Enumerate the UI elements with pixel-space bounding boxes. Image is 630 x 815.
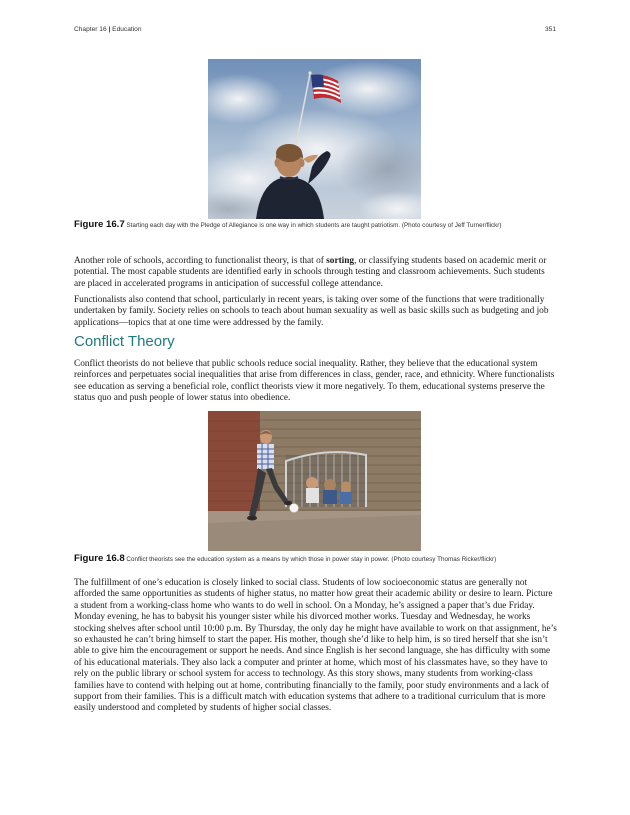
figure-16-7-photo <box>208 59 421 219</box>
header-separator: | <box>108 26 111 33</box>
page-header <box>74 26 556 38</box>
section-heading: Conflict Theory <box>74 333 175 350</box>
figure-16-8-photo <box>208 411 421 551</box>
figure-label: Figure 16.8 <box>74 553 125 564</box>
figure-label: Figure 16.7 <box>74 219 125 230</box>
page-number: 351 <box>544 26 556 33</box>
key-term-sorting: sorting <box>326 256 355 266</box>
goal-cage <box>286 452 366 507</box>
figure-16-7-caption <box>74 220 556 230</box>
running-head <box>74 26 142 33</box>
paragraph-text: Another role of schools, according to functionalist theory, is that of <box>74 256 327 266</box>
paragraph-conflict-theorists: Conflict theorists do not believe that public schools reduce social inequality. Rather, they believe that the educational system reinforces and perpetuates social inequalities that arise from differences in class, gender, race, and ethnicity. Where functionalists see education as serving a beneficial role, conflict theorists view it more negatively. To them, educational systems preserve the status quo and push people of lower status into obedience. <box>74 359 555 404</box>
chapter-label: Chapter 16 <box>74 26 107 33</box>
flag-salute-illustration <box>208 59 421 219</box>
paragraph-sorting <box>74 256 557 290</box>
paragraph-functionalists: Functionalists also contend that school, particularly in recent years, is taking over some of the functions that were traditionally undertaken by family. Society relies on schools to teach about human sexuality as well as basic skills such as budgeting and job applications—topics that at one time were addressed by the family. <box>74 295 549 328</box>
schoolyard-illustration <box>208 411 421 551</box>
soccer-ball-icon <box>290 504 299 513</box>
figure-caption-text: Starting each day with the Pledge of Allegiance is one way in which students are taught patriotism. (Photo courtesy of Jeff Turner/flickr) <box>126 222 502 229</box>
paragraph-social-class: The fulfillment of one’s education is closely linked to social class. Students of low socioeconomic status are generally not afforded the same opportunities as students of higher status, no matter how great their academic ability or desire to learn. Picture a student from a working-class home who wants to do well in school. On a Monday, he’s assigned a paper that’s due Friday. Monday evening, he has to babysit his younger sister while his divorced mother works. Tuesday and Wednesday, he works stocking shelves after school until 10:00 p.m. By Thursday, the only day he might have available to work on that assignment, he’s so exhausted he can’t bring himself to start the paper. His mother, though she’d like to help him, is so tired herself that she isn’t able to give him the encouragement or support he needs. And since English is her second language, she has difficulty with some of his educational materials. They also lack a computer and printer at home, which most of his classmates have, so they have to rely on the public library or school system for access to technology. As this story shows, many students from working-class families have to contend with helping out at home, contributing financially to the family, poor study environments and a lack of support from their families. This is a difficult match with education systems that adhere to a traditional curriculum that is more easily understood and completed by students of higher social classes. <box>74 578 557 714</box>
figure-caption-text: Conflict theorists see the education system as a means by which those in power stay in power. (Photo courtesy Thomas Ricker/flickr) <box>126 556 497 563</box>
paragraph-text: , or classifying students based on academic merit or potential. The most capable students are identified early in schools through testing and classroom achievements. Such students are placed in accelerated programs in anticipation of successful college attendance. <box>74 256 547 289</box>
section-label: Education <box>112 26 142 33</box>
figure-16-8-caption <box>74 554 556 564</box>
